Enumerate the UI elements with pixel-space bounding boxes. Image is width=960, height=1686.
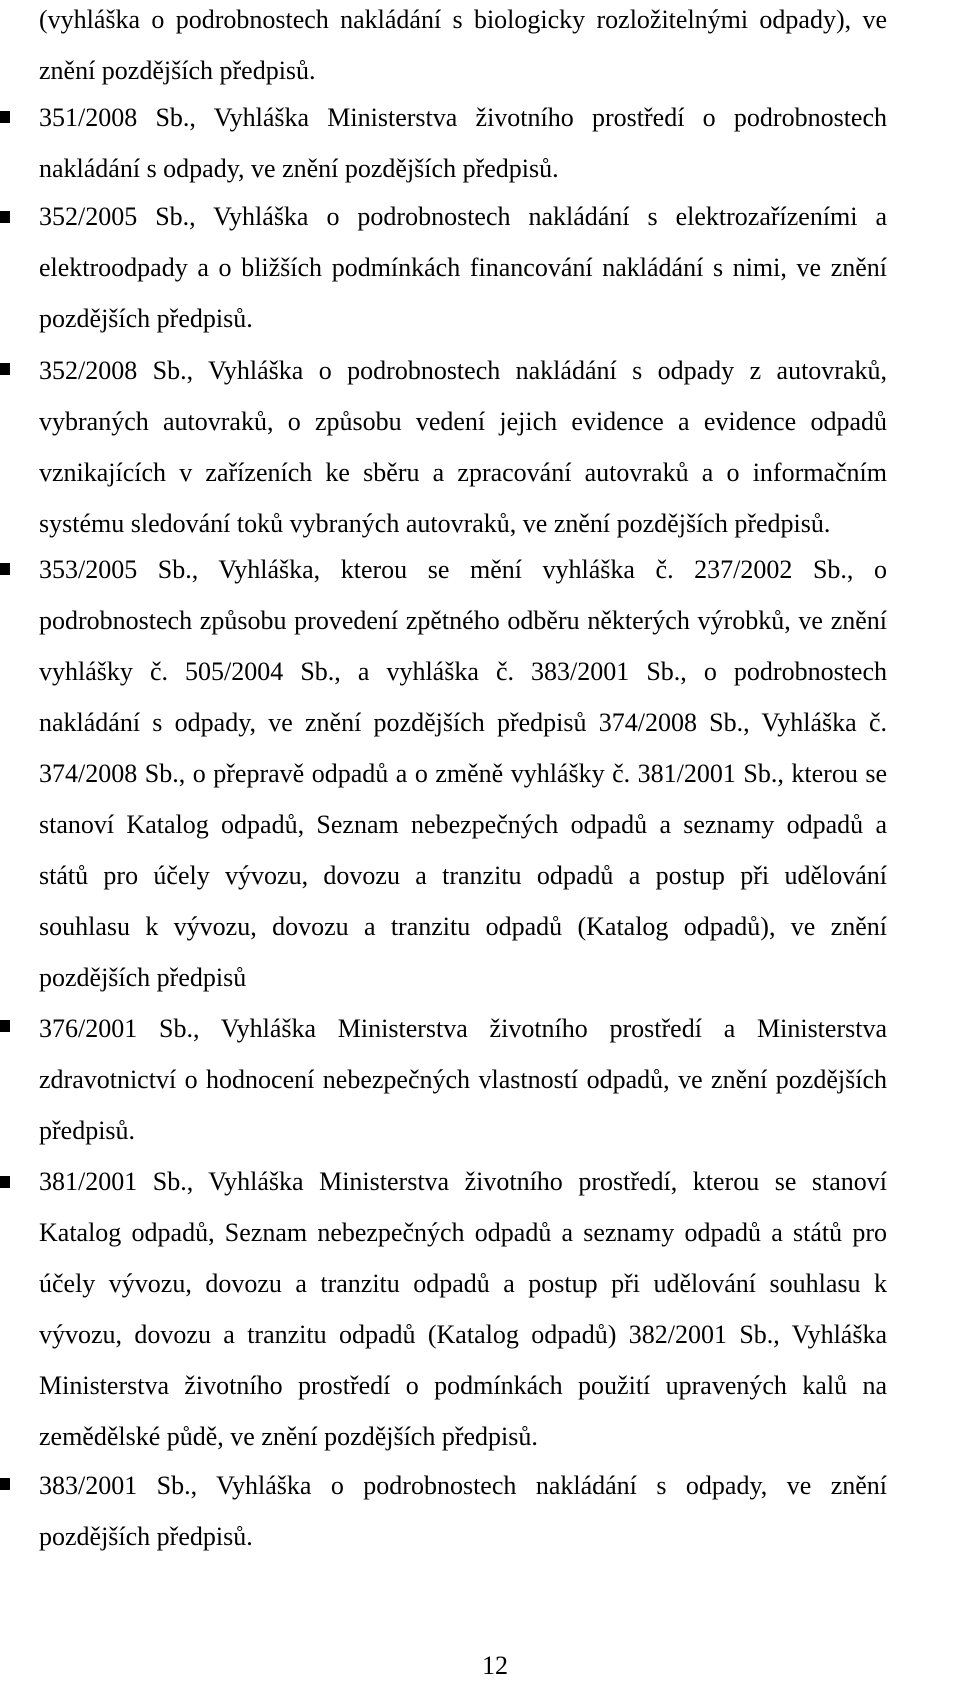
list-item: 351/2008 Sb., Vyhláška Ministerstva životního prostředí o podrobnostech nakládání s odpady, ve znění pozdějších předpisů. — [39, 103, 887, 183]
list-item: 376/2001 Sb., Vyhláška Ministerstva životního prostředí a Ministerstva zdravotnictví o hodnocení nebezpečných vlastností odpadů, ve znění pozdějších předpisů. — [39, 1014, 887, 1145]
bullet-icon — [0, 1176, 10, 1188]
page-number — [0, 1651, 960, 1681]
bullet-icon — [0, 563, 10, 575]
list-item-continuation: (vyhláška o podrobnostech nakládání s biologicky rozložitelnými odpady), ve znění pozdějších předpisů. — [39, 5, 887, 85]
list-item: 383/2001 Sb., Vyhláška o podrobnostech nakládání s odpady, ve znění pozdějších předpisů. — [39, 1471, 887, 1551]
bullet-icon — [0, 363, 10, 375]
page-number-text: 12 — [482, 1651, 508, 1680]
list-item: 352/2005 Sb., Vyhláška o podrobnostech nakládání s elektrozařízeními a elektroodpady a o bližších podmínkách financování nakládání s nimi, ve znění pozdějších předpisů. — [39, 202, 887, 333]
bullet-icon — [0, 1478, 10, 1490]
bullet-icon — [0, 1020, 10, 1032]
bullet-icon — [0, 111, 10, 123]
bullet-icon — [0, 211, 10, 223]
list-item: 353/2005 Sb., Vyhláška, kterou se mění vyhláška č. 237/2002 Sb., o podrobnostech způsobu provedení zpětného odběru některých výrobků, ve znění vyhlášky č. 505/2004 Sb., a vyhláška č. 383/2001 Sb., o podrobnostech nakládání s odpady, ve znění pozdějších předpisů 374/2008 Sb., Vyhláška č. 374/2008 Sb., o přepravě odpadů a o změně vyhlášky č. 381/2001 Sb., kterou se stanoví Katalog odpadů, Seznam nebezpečných odpadů a seznamy odpadů a států pro účely vývozu, dovozu a tranzitu odpadů a postup při udělování souhlasu k vývozu, dovozu a tranzitu odpadů (Katalog odpadů), ve znění pozdějších předpisů — [39, 555, 887, 992]
list-item: 352/2008 Sb., Vyhláška o podrobnostech nakládání s odpady z autovraků, vybraných autovraků, o způsobu vedení jejich evidence a evidence odpadů vznikajících v zařízeních ke sběru a zpracování autovraků a o informačním systému sledování toků vybraných autovraků, ve znění pozdějších předpisů. — [39, 356, 887, 538]
list-item: 381/2001 Sb., Vyhláška Ministerstva životního prostředí, kterou se stanoví Katalog odpadů, Seznam nebezpečných odpadů a seznamy odpadů a států pro účely vývozu, dovozu a tranzitu odpadů a postup při udělování souhlasu k vývozu, dovozu a tranzitu odpadů (Katalog odpadů) 382/2001 Sb., Vyhláška Ministerstva životního prostředí o podmínkách použití upravených kalů na zemědělské půdě, ve znění pozdějších předpisů. — [39, 1167, 887, 1451]
